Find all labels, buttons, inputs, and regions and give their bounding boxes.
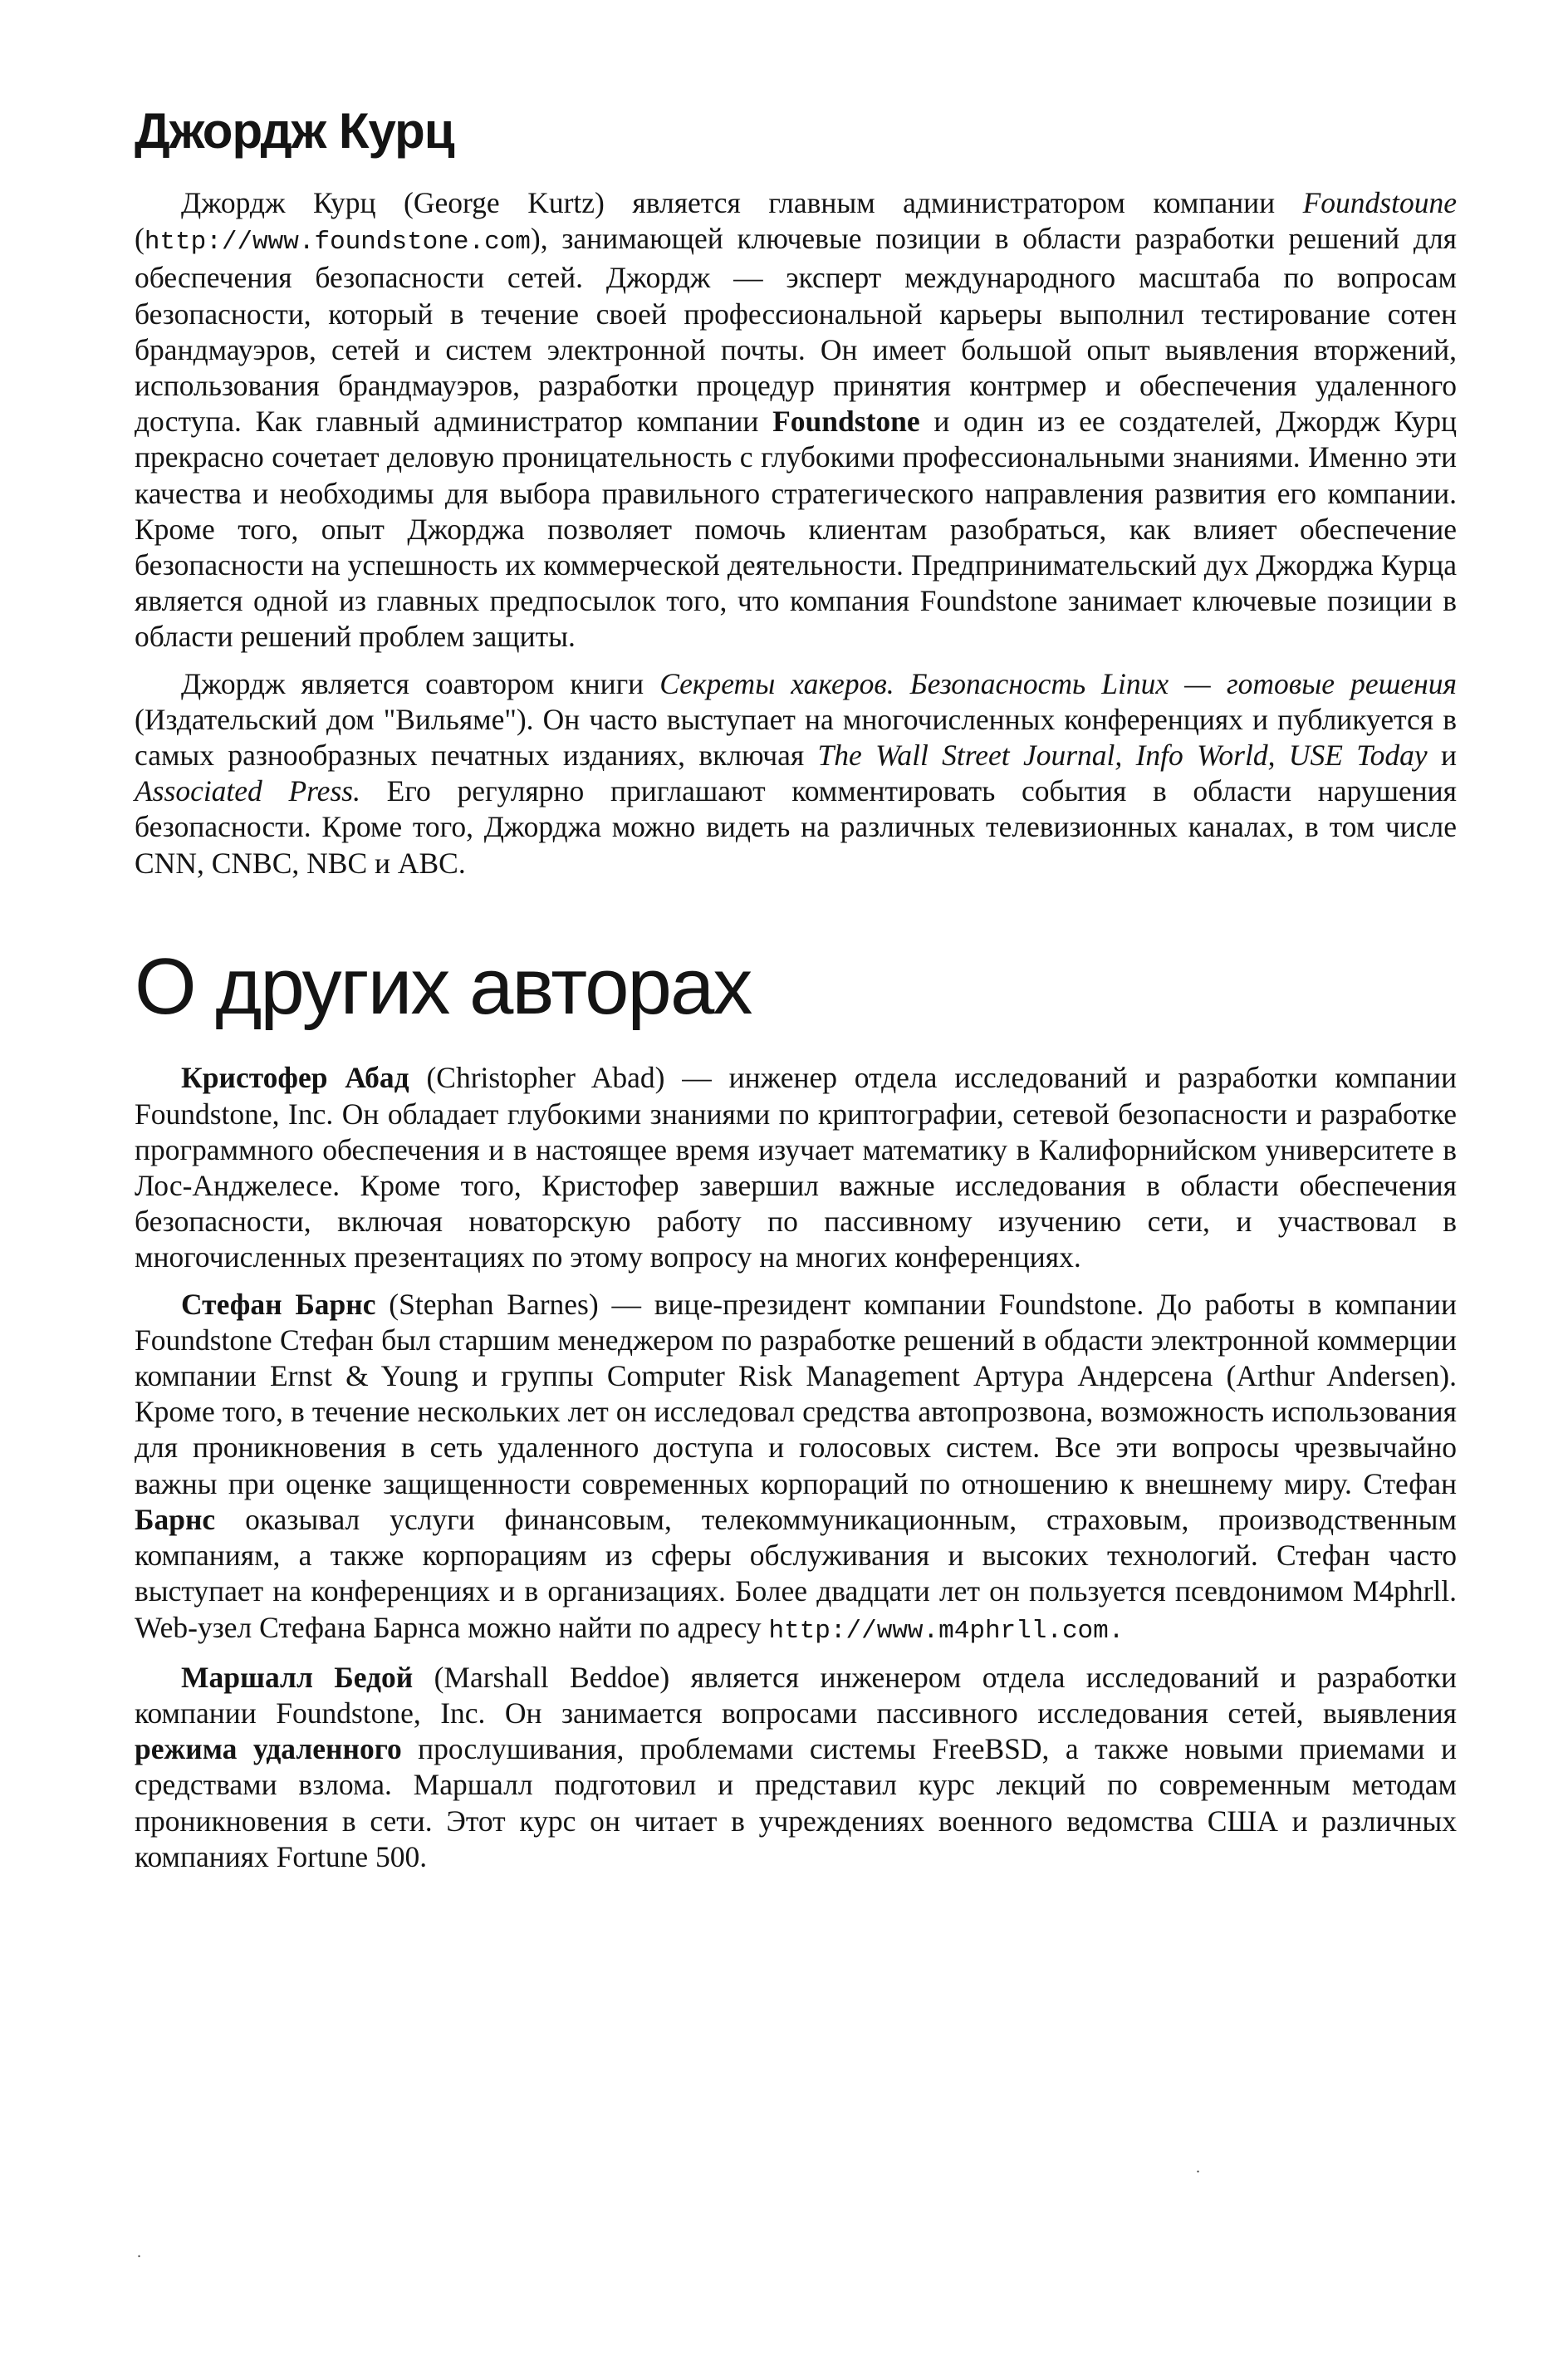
section-heading-other-authors: О других авторах [135, 941, 752, 1031]
text-run: Джордж Курц (George Kurtz) является главным администратором компании [181, 186, 1303, 219]
text-run: оказывал услуги финансовым, телекоммуникационным, страховым, производственным компаниям, а также корпорациям из сферы обслуживания и высоких технологий. Стефан часто выступает на конференциях и в организациях. Более двадцати лет он пользуется псевдонимом M4phrll. Web-узел Стефана Барнса можно найти по адресу [135, 1502, 1457, 1644]
bold-text: режима удаленного [135, 1732, 402, 1766]
page-content [135, 104, 1457, 1886]
text-run: ( [135, 222, 145, 256]
stray-dot-mark: . [137, 2243, 141, 2261]
text-run: (Marshall Beddoe) является инженером отдела исследований и разработки компании Foundstone, Inc. Он занимается вопросами пассивного исследования сетей, выявления [135, 1660, 1458, 1730]
text-run: и один из ее создателей, Джордж Курц прекрасно сочетает деловую проницательность с глубокими профессиональными знаниями. Именно эти качества и необходимы для выбора правильного стратегического направления развития его компании. Кроме того, опыт Джорджа позволяет помочь клиентам разобраться, как влияет обеспечение безопасности на успешность их коммерческой деятельности. Предпринимательский дух Джорджа Курца является одной из главных предпосылок того, что компания Foundstone занимает ключевые позиции в области решений проблем защиты. [135, 405, 1457, 654]
italic-text: Foundstoune [1302, 186, 1457, 219]
paragraph-barnes-bio [135, 1287, 1457, 1649]
text-run: (Stephan Barnes) — вице-президент компании Foundstone. До работы в компании Foundstone Стефан был старшим менеджером по разработке решений в обдасти электронной коммерции компании Ernst & Young и группы Computer Risk Management Артура Андерсена (Arthur Andersen). Кроме того, в течение нескольких лет он исследовал средства автопрозвона, возможность использования для проникновения в сеть удаленного доступа и голосовых систем. Все эти вопросы чрезвычайно важны при оценке защищенности современных корпораций по отношению к внешнему миру. Стефан [135, 1287, 1457, 1500]
bold-text: Foundstone [772, 405, 920, 439]
text-run: Джордж является соавтором книги [181, 666, 660, 700]
text-run: (Christopher Abad) — инженер отдела исследований и разработки компании Foundstone, Inc. Он обладает глубокими знаниями по криптографии, сетевой безопасности и разработке программного обеспечения и в настоящее время изучает математику в Калифорнийском университете в Лос-Анджелесе. Кроме того, Кристофер завершил важные исследования в области обеспечения безопасности, включая новаторскую работу по пассивному изучению сети, и участвовал в многочисленных презентациях по этому вопросу на многих конференциях. [135, 1061, 1457, 1274]
author-heading-kurtz: Джордж Курц [135, 103, 454, 159]
text-run: (Издательский дом "Вильяме"). Он часто выступает на многочисленных конференциях и публикуется в самых разнообразных печатных изданиях, включая [135, 702, 1457, 773]
italic-text: Секреты хакеров. Безопасность Linux — готовые решения [659, 666, 1457, 700]
italic-text: Associated Press. [135, 774, 360, 808]
text-run: Его регулярно приглашают комментировать события в области нарушения безопасности. Кроме того, Джорджа можно видеть на различных телевизионных каналах, в том числе CNN, CNBC, NBC и ABC. [135, 774, 1457, 880]
url-text: http://www.m4phrll.com. [768, 1616, 1125, 1646]
paragraph-beddoe-bio [135, 1660, 1457, 1875]
italic-text: The Wall Street Journal, Info World, USE Today [817, 739, 1428, 773]
stray-dot-mark: . [1196, 2158, 1200, 2177]
bold-text: Барнс [135, 1502, 216, 1536]
paragraph-abad-bio [135, 1060, 1457, 1275]
text-run: ), занимающей ключевые позиции в области разработки решений для обеспечения безопасности сетей. Джордж — эксперт международного масштаба по вопросам безопасности, который в течение своей профессиональной карьеры выполнил тестирование сотен брандмауэров, сетей и систем электронной почты. Он имеет большой опыт выявления вторжений, использования брандмауэров, разработки процедур принятия контрмер и обеспечения удаленного доступа. Как главный администратор компании [135, 222, 1457, 439]
bold-text: Стефан Барнс [181, 1287, 376, 1321]
paragraph-kurtz-publications [135, 666, 1457, 881]
bold-text: Маршалл Бедой [181, 1660, 414, 1694]
url-text: http://www.foundstone.com [144, 228, 531, 258]
text-run: и [1427, 739, 1458, 773]
bold-text: Кристофер Абад [181, 1061, 409, 1095]
text-run: прослушивания, проблемами системы FreeBSD, а также новыми приемами и средствами взлома. Маршалл подготовил и представил курс лекций по современным методам проникновения в сети. Этот курс он читает в учреждениях военного ведомства США и различных компаниях Fortune 500. [135, 1732, 1457, 1873]
paragraph-kurtz-bio [135, 185, 1457, 655]
